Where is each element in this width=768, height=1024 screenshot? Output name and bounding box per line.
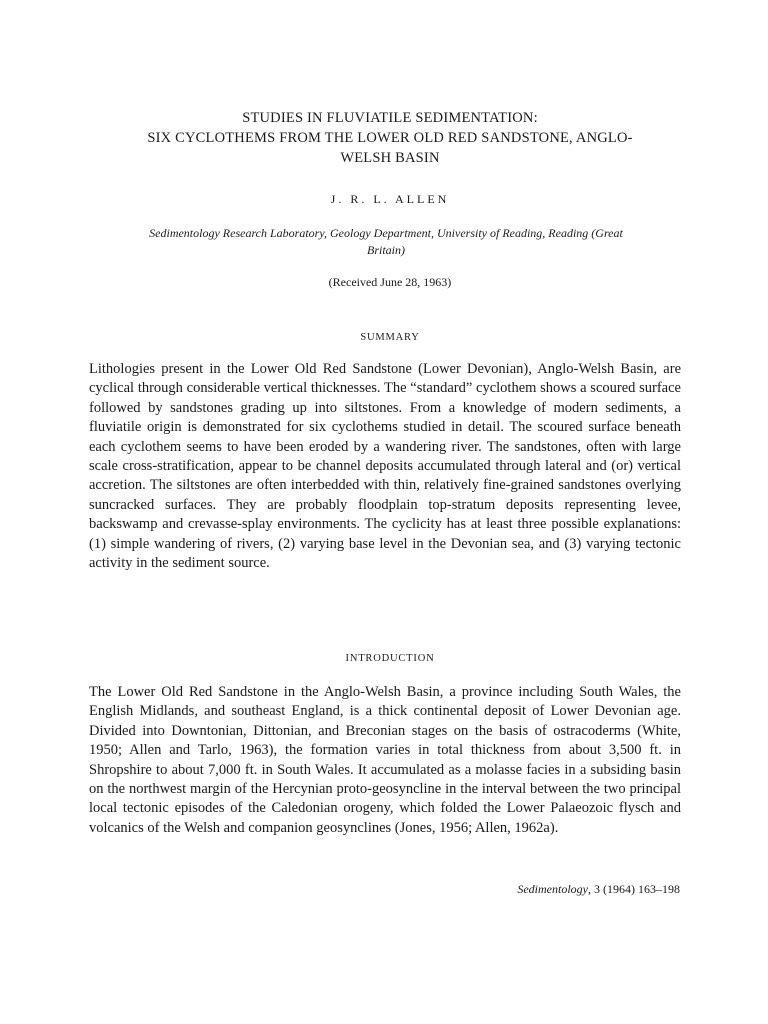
paper-title xyxy=(80,108,700,168)
received-date: (Received June 28, 1963) xyxy=(328,275,452,289)
journal-reference: , 3 (1964) 163–198 xyxy=(588,882,680,896)
title-line-3: WELSH BASIN xyxy=(340,150,440,166)
title-line-2: SIX CYCLOTHEMS FROM THE LOWER OLD RED SANDSTONE, ANGLO- xyxy=(147,130,633,146)
introduction-paragraph: The Lower Old Red Sandstone in the Anglo-Welsh Basin, a province including South Wales, the English Midlands, and southeast England, is a thick continental deposit of Lower Devonian age. Divided into Downtonian, Dittonian, and Breconian stages on the basis of ostracoderms (White, 1950; Allen and Tarlo, 1963), the formation varies in total thickness from about 3,500 ft. in Shropshire to about 7,000 ft. in South Wales. It accumulated as a molasse facies in a subsiding basin on the northwest margin of the Hercynian proto-geosyncline in the interval between the two principal local tectonic episodes of the Caledonian orogeny, which folded the Lower Palaeozoic flysch and volcanics of the Welsh and companion geosynclines (Jones, 1956; Allen, 1962a). xyxy=(89,684,681,836)
affiliation-line-1: Sedimentology Research Laboratory, Geology Department, University of Reading, Reading (Great xyxy=(149,226,623,240)
title-line-1: STUDIES IN FLUVIATILE SEDIMENTATION: xyxy=(242,110,538,126)
affiliation-line-2: Britain) xyxy=(367,243,405,257)
journal-name: Sedimentology xyxy=(517,882,588,896)
author-name: J. R. L. ALLEN xyxy=(330,192,450,206)
summary-paragraph: Lithologies present in the Lower Old Red Sandstone (Lower Devonian), Anglo-Welsh Basin, are cyclical through considerable vertical thicknesses. The “standard” cyclothem shows a scoured surface followed by sandstones grading up into siltstones. From a knowledge of modern sediments, a fluviatile origin is demonstrated for six cyclothems studied in detail. The scoured surface beneath each cyclothem seems to have been eroded by a wandering river. The sandstones, often with large scale cross-stratification, appear to be channel deposits accumulated through lateral and (or) vertical accretion. The siltstones are often interbedded with thin, relatively fine-grained sandstones overlying suncracked surfaces. They are probably floodplain top-stratum deposits representing levee, backswamp and crevasse-splay environments. The cyclicity has at least three possible explanations: (1) simple wandering of rivers, (2) varying base level in the Devonian sea, and (3) varying tectonic activity in the sediment source. xyxy=(89,361,681,572)
journal-citation xyxy=(517,882,680,897)
introduction-heading: INTRODUCTION xyxy=(345,653,435,664)
summary-heading: SUMMARY xyxy=(360,332,420,343)
affiliation xyxy=(86,225,686,259)
